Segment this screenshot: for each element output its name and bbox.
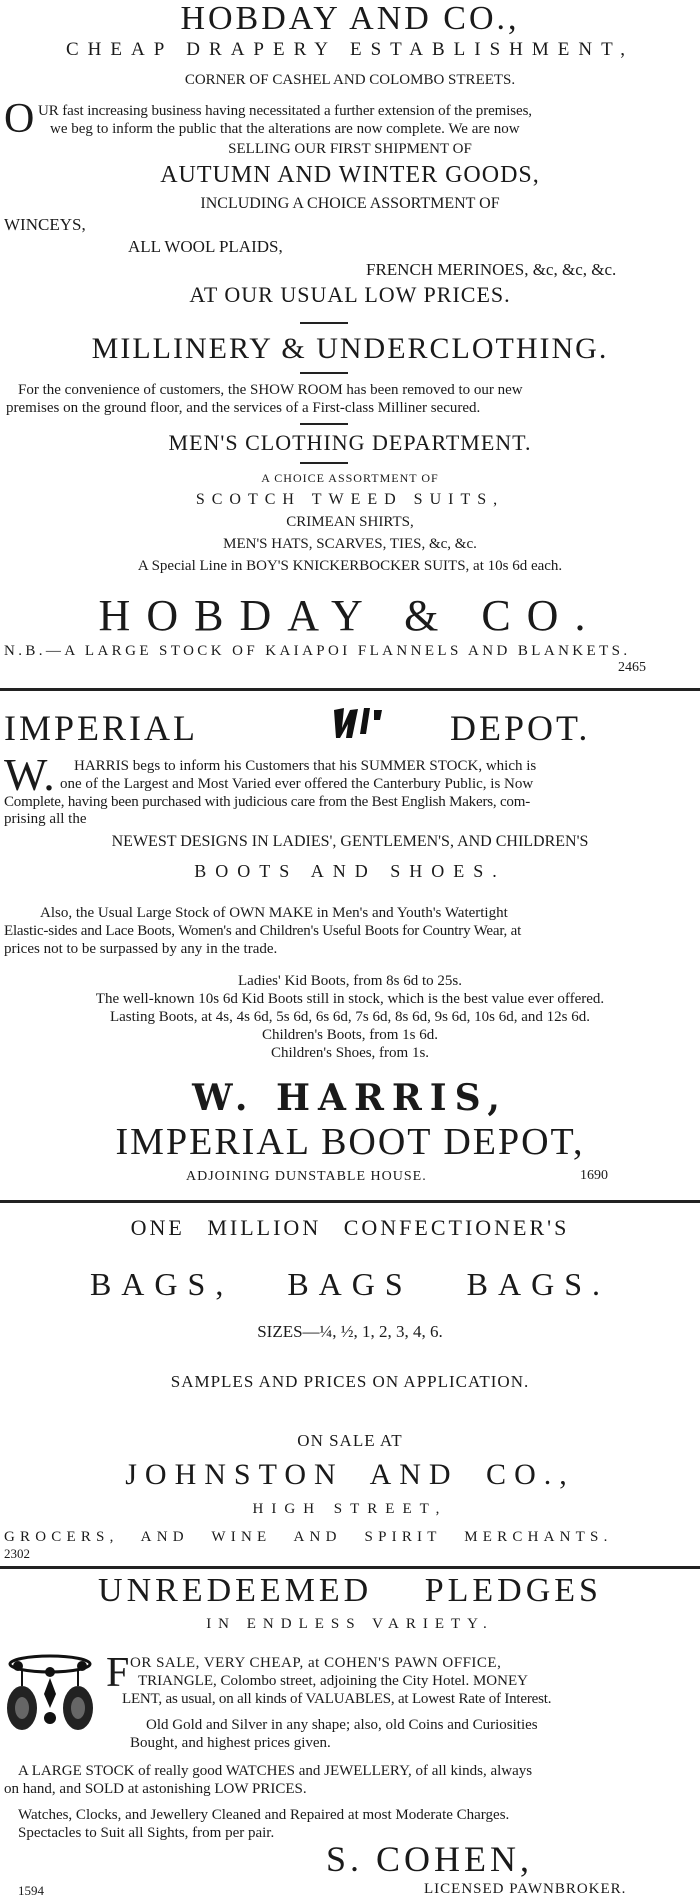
johnston-onsale: ON SALE AT — [297, 1431, 403, 1450]
divider — [300, 423, 348, 425]
harris-p2-line1: Also, the Usual Large Stock of OWN MAKE in Men's and Youth's Watertight — [40, 905, 508, 921]
johnston-trade: GROCERS, AND WINE AND SPIRIT MERCHANTS. — [4, 1529, 613, 1545]
cohen-p1-line2: TRIANGLE, Colombo street, adjoining the City Hotel. MONEY — [138, 1673, 528, 1689]
harris-price-2: The well-known 10s 6d Kid Boots still in stock, which is the best value ever offered. — [95, 991, 605, 1007]
harris-price-1: Ladies' Kid Boots, from 8s 6d to 25s. — [238, 973, 462, 989]
hobday-name-big: HOBDAY & CO. — [98, 591, 602, 640]
harris-p2-line3: prices not to be surpassed by any in the trade. — [4, 941, 278, 957]
hobday-plaids: ALL WOOL PLAIDS, — [128, 237, 283, 256]
harris-price-4: Children's Boots, from 1s 6d. — [261, 1027, 439, 1043]
divider — [300, 322, 348, 324]
hobday-selling: SELLING OUR FIRST SHIPMENT OF — [228, 141, 472, 157]
cohen-p1-line3: LENT, as usual, on all kinds of VALUABLES, at Lowest Rate of Interest. — [122, 1691, 552, 1707]
hobday-ref: 2465 — [618, 660, 646, 675]
hobday-nb: N.B.—A LARGE STOCK OF KAIAPOI FLANNELS AND BLANKETS. — [4, 643, 631, 659]
johnston-line1: ONE MILLION CONFECTIONER'S — [130, 1215, 570, 1240]
section-divider — [0, 1200, 700, 1203]
harris-name: W. HARRIS, — [192, 1077, 508, 1119]
harris-p1-line1: HARRIS begs to inform his Customers that his SUMMER STOCK, which is — [74, 758, 537, 774]
cohen-dropcap: F — [106, 1650, 130, 1696]
hobday-goods: AUTUMN AND WINTER GOODS, — [160, 162, 540, 188]
johnston-sizes: SIZES—¼, ½, 1, 2, 3, 4, 6. — [257, 1322, 443, 1341]
boot-emblem-icon — [330, 704, 390, 744]
harris-imperial: IMPERIAL — [4, 708, 198, 748]
cohen-stock-line1: A LARGE STOCK of really good WATCHES and JEWELLERY, of all kinds, always — [18, 1763, 533, 1779]
hobday-title: HOBDAY AND CO., — [180, 0, 520, 37]
harris-adjoining: ADJOINING DUNSTABLE HOUSE. — [186, 1169, 427, 1184]
divider — [300, 372, 348, 374]
harris-p1-line3: Complete, having been purchased with judicious care from the Best English Makers, com- — [4, 794, 530, 810]
cohen-ref: 1594 — [18, 1883, 44, 1898]
hobday-tweed: SCOTCH TWEED SUITS, — [195, 491, 505, 508]
cohen-p1-line1: OR SALE, VERY CHEAP, at COHEN'S PAWN OFFICE, — [130, 1655, 502, 1671]
cohen-stock-line2: on hand, and SOLD at astonishing LOW PRICES. — [4, 1781, 307, 1797]
harris-price-5: Children's Shoes, from 1s. — [270, 1045, 430, 1061]
johnston-street: HIGH STREET, — [252, 1501, 448, 1517]
section-divider — [0, 688, 700, 691]
hobday-mens-dept: MEN'S CLOTHING DEPARTMENT. — [168, 430, 532, 455]
cohen-licensed: LICENSED PAWNBROKER. — [424, 1881, 627, 1897]
harris-shop: IMPERIAL BOOT DEPOT, — [115, 1121, 585, 1163]
johnston-name: JOHNSTON AND CO., — [125, 1458, 575, 1491]
hobday-showroom-line1: For the convenience of customers, the SHOW ROOM has been removed to our new — [18, 382, 523, 398]
hobday-showroom-line2: premises on the ground floor, and the services of a First-class Milliner secured. — [6, 400, 481, 416]
cohen-repair: Watches, Clocks, and Jewellery Cleaned and Repaired at most Moderate Charges. — [18, 1807, 510, 1823]
hobday-hats: MEN'S HATS, SCARVES, TIES, &c, &c. — [223, 536, 477, 552]
harris-p1-line2: one of the Largest and Most Varied ever offered the Canterbury Public, is Now — [60, 776, 534, 792]
hobday-millinery: MILLINERY & UNDERCLOTHING. — [91, 332, 609, 365]
harris-p1-line4: prising all the — [4, 811, 87, 827]
hobday-intro-dropcap: O — [4, 96, 35, 142]
harris-dropcap: W. — [4, 749, 55, 800]
hobday-winceys: WINCEYS, — [4, 215, 86, 234]
hobday-prices: AT OUR USUAL LOW PRICES. — [189, 282, 511, 307]
harris-ref: 1690 — [580, 1168, 608, 1183]
hobday-intro-line2: we beg to inform the public that the alterations are now complete. We are now — [50, 121, 520, 137]
hobday-crimean: CRIMEAN SHIRTS, — [286, 514, 414, 530]
cohen-name: S. COHEN, — [326, 1839, 534, 1879]
harris-price-3: Lasting Boots, at 4s, 4s 6d, 5s 6d, 6s 6d, 7s 6d, 8s 6d, 9s 6d, 10s 6d, and 12s 6d. — [109, 1009, 591, 1025]
section-divider — [0, 1566, 700, 1569]
hobday-special: A Special Line in BOY'S KNICKERBOCKER SUITS, at 10s 6d each. — [137, 558, 563, 574]
hobday-subtitle: CHEAP DRAPERY ESTABLISHMENT, — [65, 39, 635, 60]
harris-boots: BOOTS AND SHOES. — [194, 861, 506, 881]
johnston-bags: BAGS, BAGS BAGS. — [89, 1266, 611, 1302]
harris-newest: NEWEST DESIGNS IN LADIES', GENTLEMEN'S, AND CHILDREN'S — [111, 833, 589, 850]
harris-depot: DEPOT. — [450, 708, 591, 748]
cohen-variety: IN ENDLESS VARIETY. — [206, 1616, 494, 1632]
cohen-spectacles: Spectacles to Suit all Sights, from per pair. — [18, 1825, 275, 1841]
divider — [300, 462, 348, 464]
hobday-merinoes: FRENCH MERINOES, &c, &c, &c. — [366, 260, 617, 279]
hobday-intro-line1: UR fast increasing business having necessitated a further extension of the premises, — [38, 103, 532, 119]
johnston-samples: SAMPLES AND PRICES ON APPLICATION. — [170, 1372, 530, 1391]
johnston-ref: 2302 — [4, 1546, 30, 1561]
jewellery-illustration-icon — [4, 1652, 96, 1746]
hobday-address: CORNER OF CASHEL AND COLOMBO STREETS. — [184, 72, 516, 88]
hobday-choice: A CHOICE ASSORTMENT OF — [261, 471, 439, 485]
cohen-gold-line2: Bought, and highest prices given. — [130, 1735, 331, 1751]
harris-p2-line2: Elastic-sides and Lace Boots, Women's and Children's Useful Boots for Country Wear, at — [4, 923, 522, 939]
cohen-gold-line1: Old Gold and Silver in any shape; also, old Coins and Curiosities — [146, 1717, 538, 1733]
cohen-title: UNREDEEMED PLEDGES — [98, 1572, 602, 1609]
hobday-including: INCLUDING A CHOICE ASSORTMENT OF — [200, 195, 500, 212]
